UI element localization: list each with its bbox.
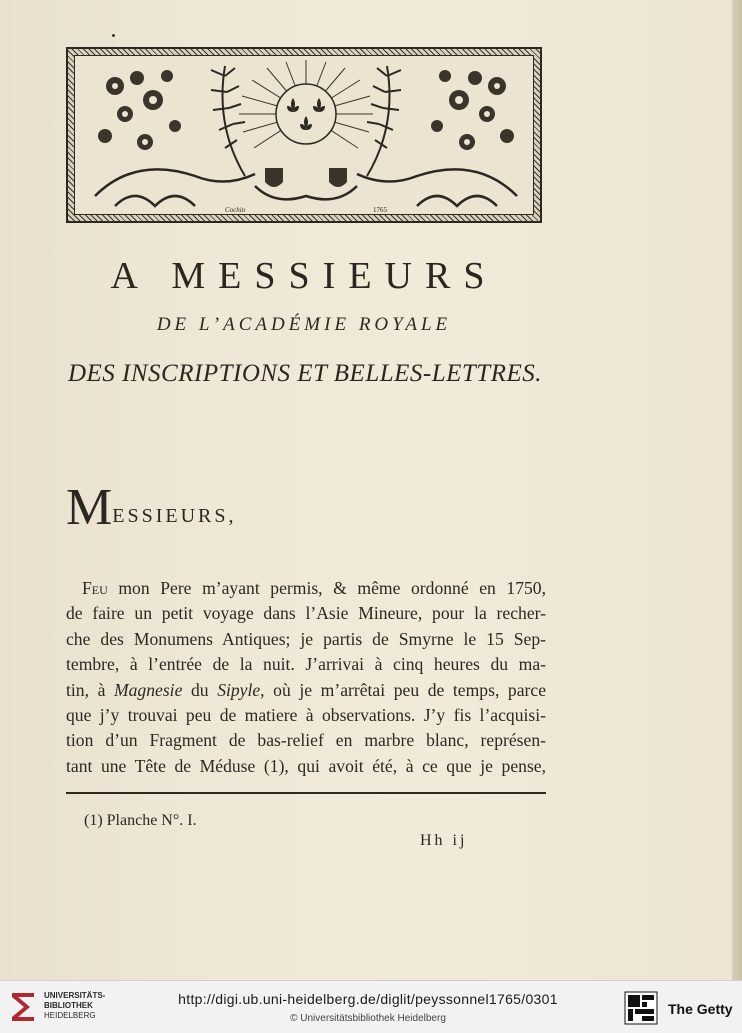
footnote-rule bbox=[66, 792, 546, 794]
body-line: tin, à Magnesie du Sipyle, où je m’arrêtai peu de temps, parce bbox=[66, 679, 547, 700]
permalink-url[interactable]: http://digi.ub.uni-heidelberg.de/diglit/peyssonnel1765/0301 bbox=[178, 991, 558, 1007]
headpiece-engraving bbox=[74, 55, 534, 215]
body-line: que j’y trouvai peu de matiere à observations. J’y fis l’acquisi- bbox=[66, 704, 546, 725]
partner-name: The Getty bbox=[668, 1001, 733, 1017]
signature-mark: Hh ij bbox=[420, 832, 468, 849]
body-paragraph bbox=[66, 576, 546, 779]
ornamental-headpiece bbox=[66, 47, 542, 223]
body-line: tembre, à l’entrée de la nuit. J’arrivai à cinq heures du ma- bbox=[66, 654, 546, 675]
body-line: de faire un petit voyage dans l’Asie Mineure, pour la recher- bbox=[66, 603, 546, 624]
copyright-notice: © Universitätsbibliothek Heidelberg bbox=[290, 1013, 446, 1024]
salutation-text: ESSIEURS, bbox=[112, 505, 237, 527]
dedication-subtitle-1: DE L’ACADÉMIE ROYALE bbox=[156, 314, 452, 335]
library-name: UNIVERSITÄTS- BIBLIOTHEK HEIDELBERG bbox=[44, 991, 106, 1020]
right-flower-bouquet bbox=[431, 70, 514, 150]
dedication-title: A MESSIEURS bbox=[110, 255, 498, 297]
page-edge bbox=[732, 0, 742, 980]
body-line: tant une Tête de Méduse (1), qui avoit été, à ce que je pense, bbox=[66, 755, 546, 776]
footnote: (1) Planche N°. I. bbox=[84, 812, 197, 829]
drop-initial: M bbox=[66, 479, 113, 536]
headpiece-illustration bbox=[75, 56, 534, 215]
university-library-logo-icon[interactable] bbox=[8, 989, 38, 1023]
body-line: Feu mon Pere m’ayant permis, & même ordonné en 1750, bbox=[82, 578, 546, 598]
scrollwork bbox=[95, 169, 517, 206]
viewer-footer bbox=[0, 980, 742, 1033]
engraving-date: 1765 bbox=[373, 206, 387, 214]
coat-of-arms-icons bbox=[265, 168, 347, 187]
salutation bbox=[66, 478, 237, 537]
body-line: che des Monumens Antiques; je partis de Smyrne le 15 Sep- bbox=[66, 628, 546, 649]
sun-disc bbox=[276, 84, 336, 144]
dedication-subtitle-2: DES INSCRIPTIONS ET BELLES-LETTRES. bbox=[67, 360, 543, 387]
body-line: tion d’un Fragment de bas-relief en marbre blanc, représen- bbox=[66, 730, 546, 751]
getty-logo-icon[interactable] bbox=[624, 991, 658, 1025]
left-flower-bouquet bbox=[98, 70, 181, 150]
ink-speck bbox=[112, 34, 115, 37]
engraver-signature: Cochin bbox=[225, 206, 246, 214]
